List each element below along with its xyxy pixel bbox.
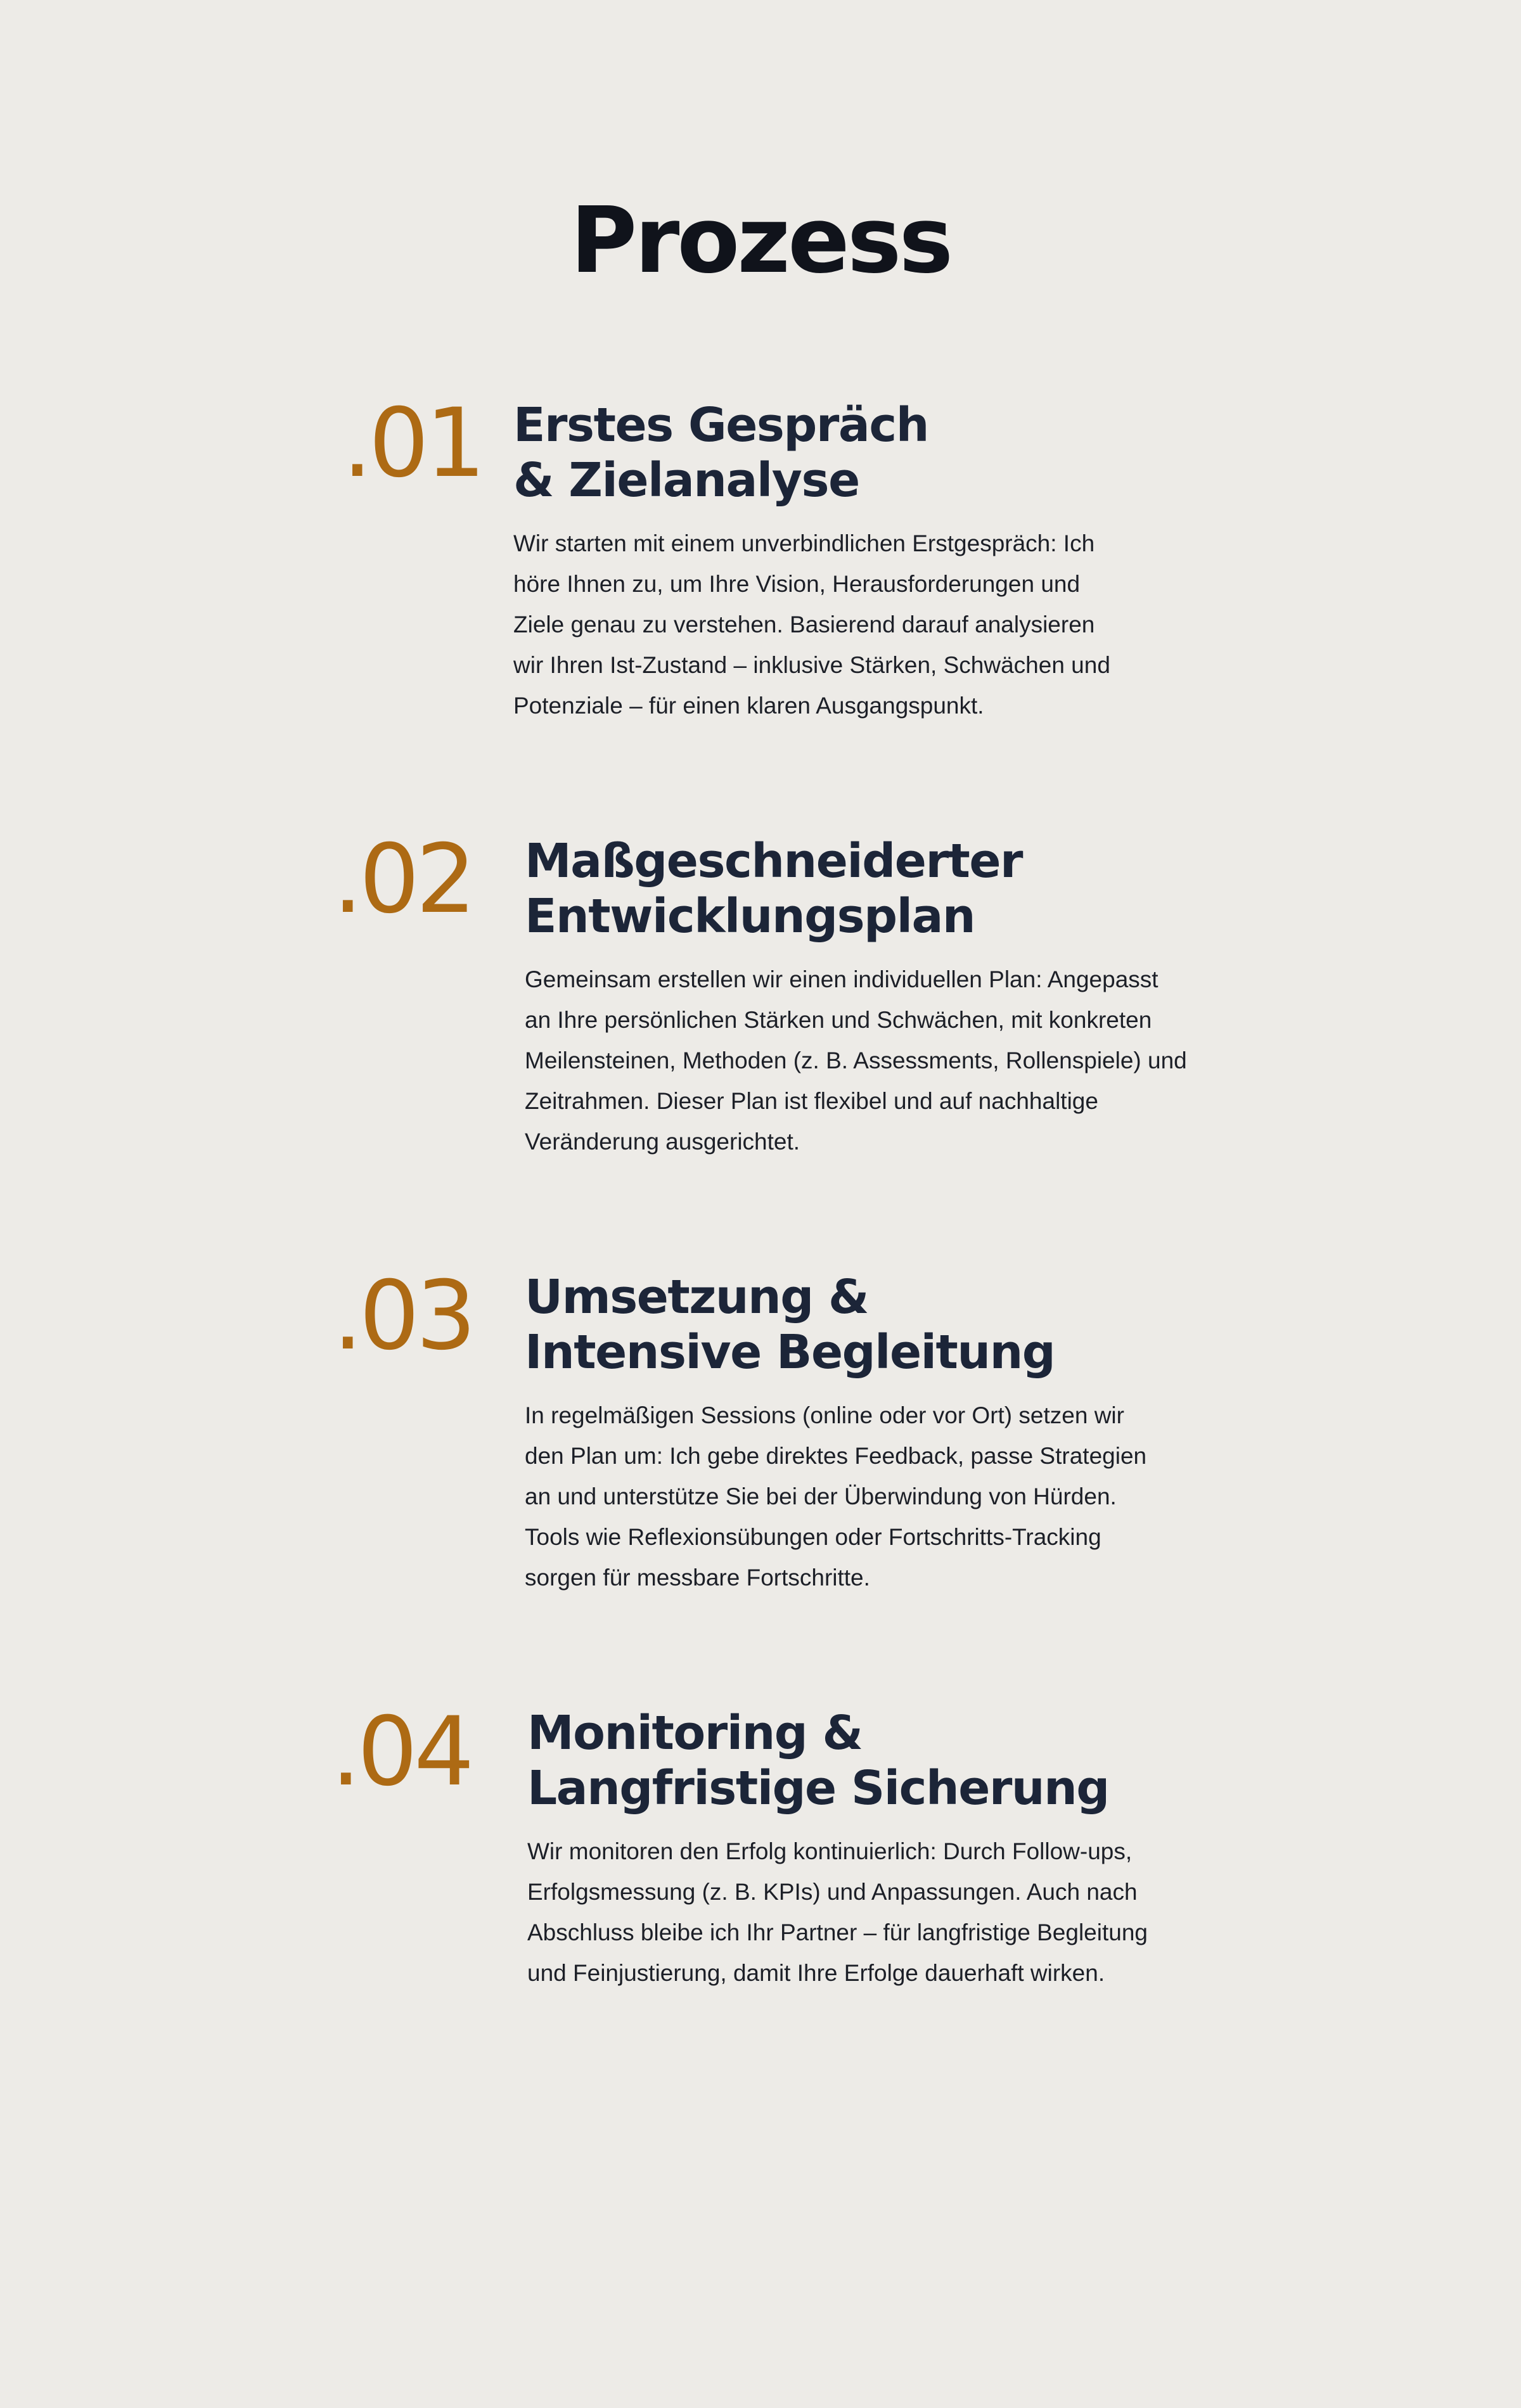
step-number: .04 [331, 1697, 471, 1807]
step-description: In regelmäßigen Sessions (online oder vor Ort) setzen wir den Plan um: Ich gebe direktes Feedback, passe Strategien an und unterstütze Sie bei der Überwindung von Hürden. Tools wie Reflexionsübungen oder Fortschritts-Tracking sorgen für messbare Fortschritte. [525, 1402, 1147, 1591]
step-content [525, 834, 1197, 1162]
page-title: Prozess [570, 187, 951, 293]
step-number: .03 [333, 1261, 473, 1371]
step-content [513, 398, 1147, 726]
step-number: .02 [333, 824, 473, 935]
step-content [527, 1706, 1199, 1994]
step-title: Maßgeschneiderter Entwicklungsplan [525, 834, 1022, 944]
step-description: Wir monitoren den Erfolg kontinuierlich: Durch Follow-ups, Erfolgsmessung (z. B. KPIs) und Anpassungen. Auch nach Abschluss bleibe ich Ihr Partner – für langfristige Begleitung und Feinjustierung, damit Ihre Erfolge dauerhaft wirken. [527, 1838, 1148, 1986]
step-content [525, 1270, 1197, 1598]
step-description: Gemeinsam erstellen wir einen individuellen Plan: Angepasst an Ihre persönlichen Stärken und Schwächen, mit konkreten Meilensteinen, Methoden (z. B. Assessments, Rollenspiele) und Zeitrahmen. Dieser Plan ist flexibel und auf nachhaltige Veränderung ausgerichtet. [525, 966, 1187, 1155]
step-number: .01 [342, 388, 482, 499]
step-title: Monitoring & Langfristige Sicherung [527, 1706, 1109, 1816]
step-title: Erstes Gespräch & Zielanalyse [513, 398, 928, 508]
step-description: Wir starten mit einem unverbindlichen Erstgespräch: Ich höre Ihnen zu, um Ihre Vision, Herausforderungen und Ziele genau zu verstehen. Basierend darauf analysieren wir Ihren Ist-Zustand – inklusive Stärken, Schwächen und Potenziale – für einen klaren Ausgangspunkt. [513, 530, 1110, 719]
step-title: Umsetzung & Intensive Begleitung [525, 1270, 1055, 1380]
